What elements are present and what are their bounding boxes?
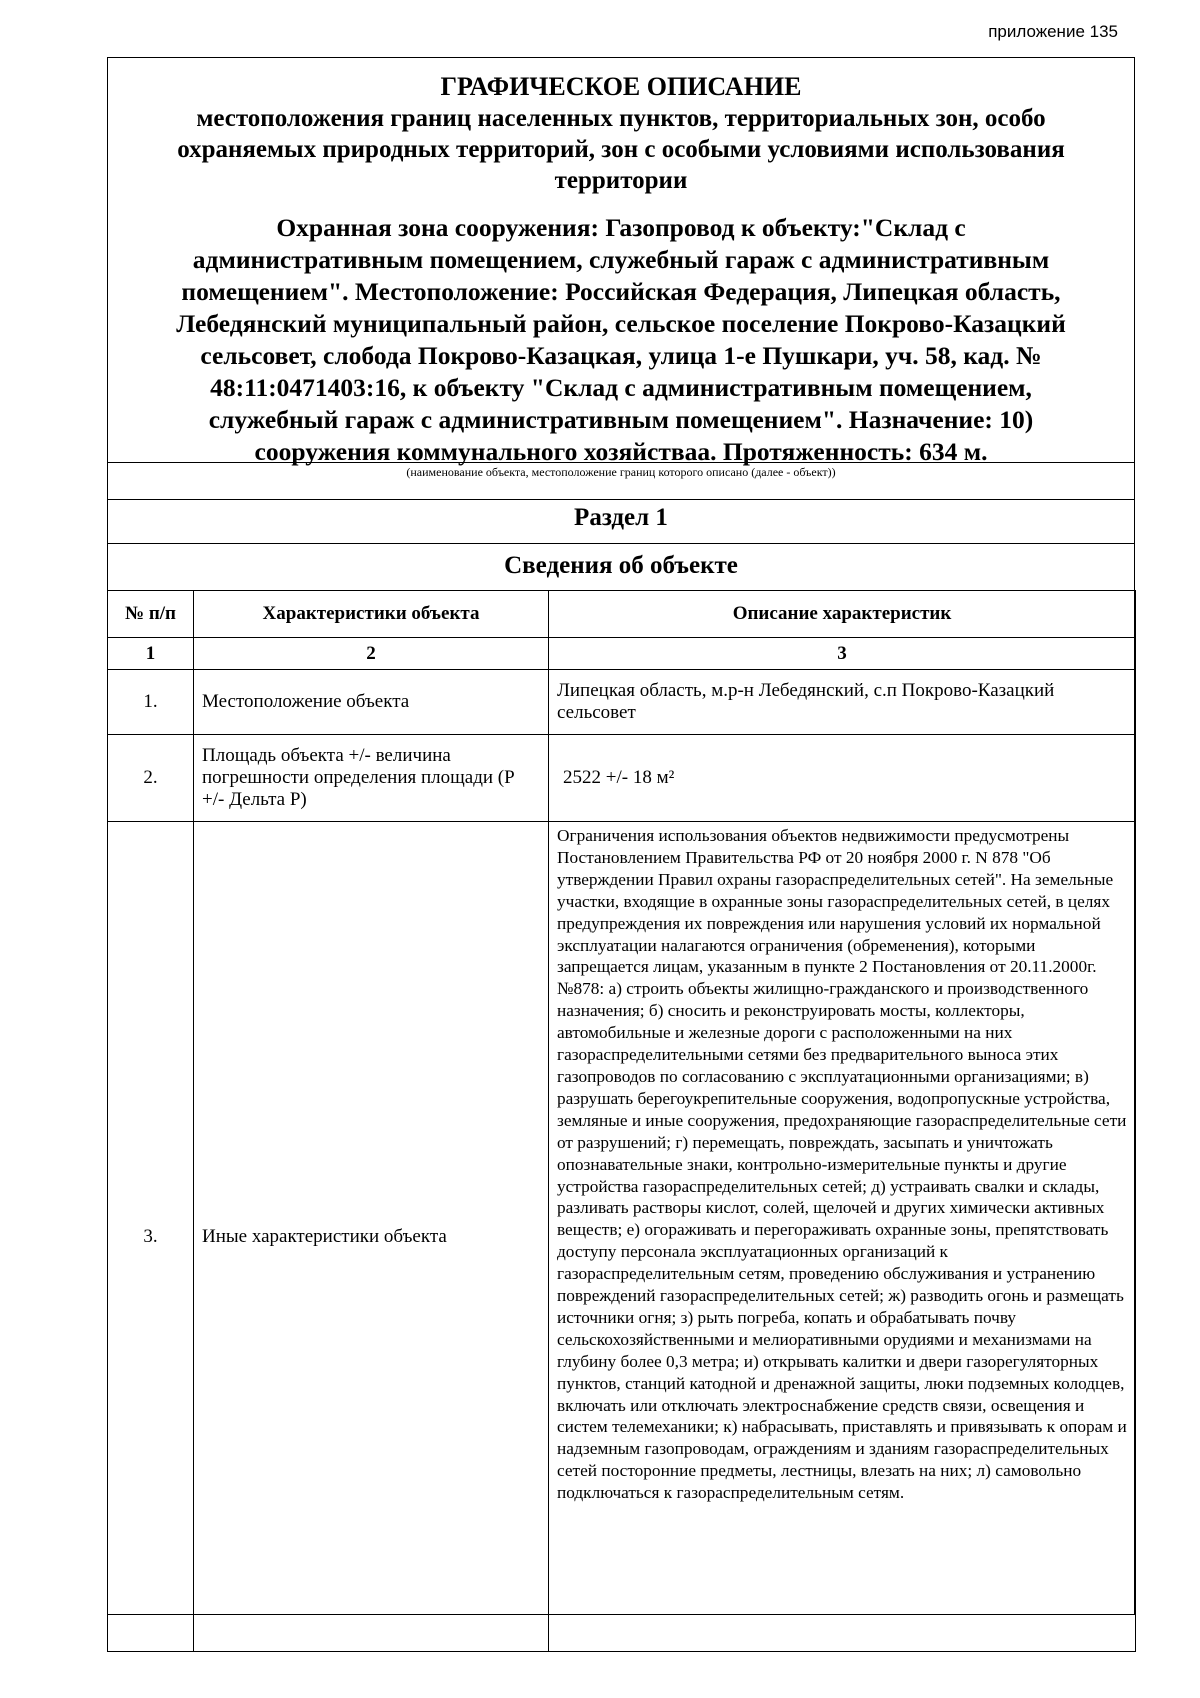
section-title: Раздел 1 xyxy=(574,504,668,531)
col-number: 3 xyxy=(549,638,1136,670)
table-row xyxy=(108,670,1136,735)
header-num: № п/п xyxy=(108,591,194,638)
row-number: 2. xyxy=(108,735,194,822)
section-subdivider xyxy=(108,543,1134,544)
table-row xyxy=(108,822,1136,1652)
column-number-row xyxy=(108,638,1136,670)
caption-divider xyxy=(108,462,1134,463)
table-header-row xyxy=(108,591,1136,638)
row-number: 3. xyxy=(108,822,194,1652)
object-info-table xyxy=(107,590,1136,1652)
col-number: 2 xyxy=(194,638,549,670)
row-characteristic: Местоположение объекта xyxy=(194,670,549,735)
document-frame xyxy=(107,57,1135,1615)
object-caption: (наименование объекта, местоположение границ которого описано (далее - объект)) xyxy=(406,465,836,479)
row-number: 1. xyxy=(108,670,194,735)
row-description: 2522 +/- 18 м² xyxy=(549,735,1136,822)
col-number: 1 xyxy=(108,638,194,670)
appendix-label: приложение 135 xyxy=(988,22,1118,41)
header-characteristic: Характеристики объекта xyxy=(194,591,549,638)
object-name: Охранная зона сооружения: Газопровод к объекту:"Склад с административным помещением, служебный гараж с административным помещением". Местоположение: Российская Федерация, Липецкая область, Лебедянский муниципальный район, сельское поселение Покрово-Казацкий сельсовет, слобода Покрово-Казацкая, улица 1-е Пушкари, уч. 58, кад. № 48:11:0471403:16, к объекту "Склад с административным помещением, служебный гараж с административным помещением". Назначение: 10) сооружения коммунального хозяйстваа. Протяженность: 634 м. xyxy=(176,213,1066,466)
row-characteristic: Площадь объекта +/- величина погрешности определения площади (Р +/- Дельта Р) xyxy=(194,735,549,822)
table-row xyxy=(108,735,1136,822)
section-subtitle: Сведения об объекте xyxy=(504,552,738,579)
row-description: Ограничения использования объектов недвижимости предусмотрены Постановлением Правительства РФ от 20 ноября 2000 г. N 878 "Об утверждении Правил охраны газораспределительных сетей". На земельные участки, входящие в охранные зоны газораспределительных сетей, в целях предупреждения их повреждения или нарушения условий их нормальной эксплуатации налагаются ограничения (обременения), которыми запрещается лицам, указанным в пункте 2 Постановления от 20.11.2000г. №878: а) строить объекты жилищно-гражданского и производственного назначения; б) сносить и реконструировать мосты, коллекторы, автомобильные и железные дороги с расположенными на них газораспределительными сетями без предварительного выноса этих газопроводов по согласованию с эксплуатационными организациями; в) разрушать берегоукрепительные сооружения, водопропускные устройства, земляные и иные сооружения, предохраняющие газораспределительные сети от разрушений; г) перемещать, повреждать, засыпать и уничтожать опознавательные знаки, контрольно-измерительные пункты и другие устройства газораспределительных сетей; д) устраивать свалки и склады, разливать растворы кислот, солей, щелочей и других химически активных веществ; е) огораживать и перегораживать охранные зоны, препятствовать доступу персонала эксплуатационных организаций к газораспределительным сетям, проведению обслуживания и устранению повреждений газораспределительных сетей; ж) разводить огонь и размещать источники огня; з) рыть погреба, копать и обрабатывать почву сельскохозяйственными и мелиоративными орудиями и механизмами на глубину более 0,3 метра; и) открывать калитки и двери газорегуляторных пунктов, станций катодной и дренажной защиты, люки подземных колодцев, включать или отключать электроснабжение средств связи, освещения и систем телемеханики; к) набрасывать, приставлять и привязывать к опорам и надземным газопроводам, ограждениям и зданиям газораспределительных сетей посторонние предметы, лестницы, влезать на них; л) самовольно подключаться к газораспределительным сетям. xyxy=(549,822,1136,1652)
document-subtitle: местоположения границ населенных пунктов, территориальных зон, особо охраняемых природных территорий, зон с особыми условиями использования территории xyxy=(177,105,1065,194)
row-description: Липецкая область, м.р-н Лебедянский, с.п Покрово-Казацкий сельсовет xyxy=(549,670,1136,735)
document-header xyxy=(108,58,1134,468)
header-description: Описание характеристик xyxy=(549,591,1136,638)
document-title: ГРАФИЧЕСКОЕ ОПИСАНИЕ xyxy=(440,72,802,101)
section-divider xyxy=(108,499,1134,500)
row-characteristic: Иные характеристики объекта xyxy=(194,822,549,1652)
